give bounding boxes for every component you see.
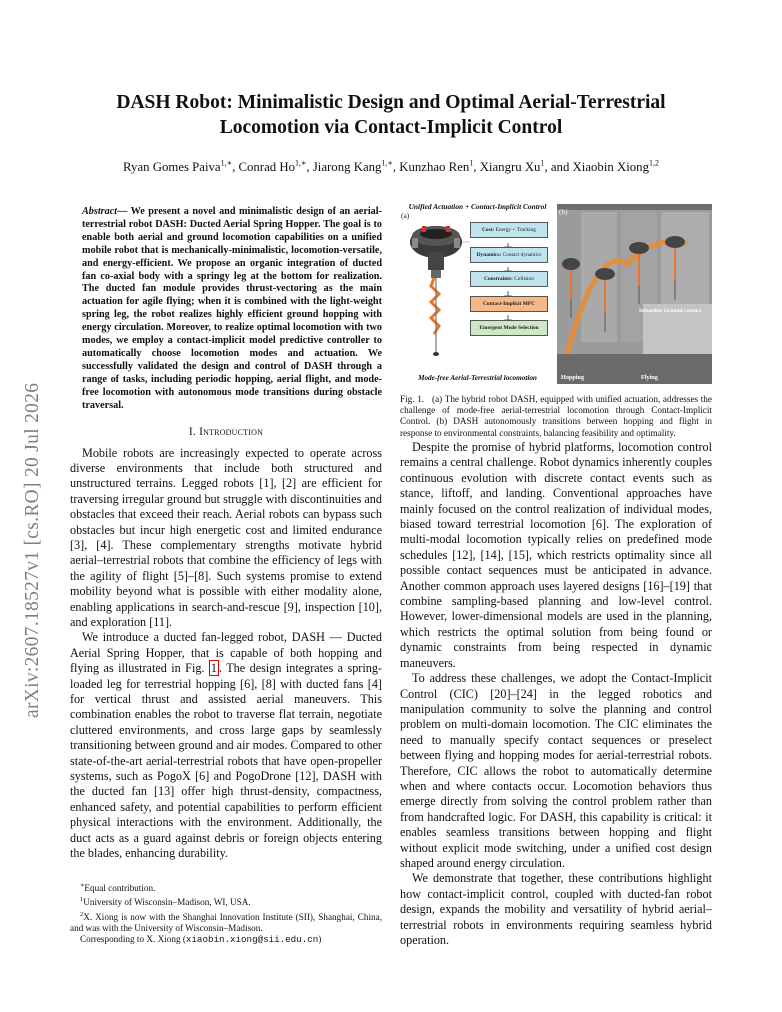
footnote-affiliation-1: $^1$University of Wisconsin–Madison, WI, USA. (80, 896, 251, 908)
author: Jiarong Kang$^{1,∗}$, (312, 159, 400, 175)
author: Conrad $Ho^{1,∗}$, (238, 159, 313, 175)
block-dynamics: Dynamics: Contact dynamics (470, 247, 548, 263)
footnote-equal-contribution: ∗Equal contribution. (80, 882, 156, 894)
figure-1 (400, 202, 712, 384)
figure-1a-panel (400, 202, 555, 384)
label-flying: Flying (641, 374, 658, 381)
figure-1-caption (400, 394, 712, 439)
email-link[interactable]: xiaobin.xiong@sii.edu.cn (185, 934, 319, 945)
figure-1b-drawing (557, 204, 712, 384)
caption-text: (a) The hybrid robot DASH, equipped with unified actuation, addresses the challenge of mode-free aerial-terrestrial locomotion through Contact-Implicit Control. (b) DASH autonomously transitions between hopping and flight in response to environmental constraints, balancing feasibility and optimality. (400, 394, 712, 438)
title-line-2: Locomotion via Contact-Implicit Control (219, 117, 563, 138)
author-list (70, 159, 712, 175)
abstract-text: — We present a novel and minimalistic design of an aerial-terrestrial robot DASH: Ducted Aerial Spring Hopper. The goal is to enable both aerial and ground locomotion capabilities on a unified mobile robot that is mechanically-minimalistic, locomotion-versatile, and energy-efficient. We propose an organic integration of ducted fan co-axial body with a springy leg at the bottom for realization. The ducted fan module provides thrust-vectoring as the main actuation for agile flying; when it is combined with the light-weight spring leg, the robot realizes highly efficient ground hopping with energy circulation. Moreover, to realize optimal locomotion with two modes, we employ a contact-implicit model predictive controller to automatically choose locomotion modes and actuation. We successfully validated the design and control of DASH through a range of tasks, including periodic hopping, aerial flight, and mode-free locomotion with autonomous mode transitions during obstacle traversal. (82, 206, 382, 411)
right-paragraph-2: To address these challenges, we adopt the Contact-Implicit Control (CIC) [20]–[24] in the legged robotics and manipulation community to solve the planning and control problem on multi-domain locomotion. The CIC eliminates the need to manually specify contact sequences or preselect between flying and hopping modes for aerial-terrestrial robots. Therefore, CIC allows the robot to automatically determine when and where contacts occur. Locomotion behaviors thus emerge directly from solving the control problem rather than from handcrafted logic. For DASH, this capability is critical: it enables seamless transitions between hopping and flight without explicit mode switching, under a unified cost design shaped around energy circulation. (400, 671, 712, 870)
figure-1b-photo (557, 204, 712, 384)
intro-paragraph-1: Mobile robots are increasingly expected to operate across diverse environments that include both structured and unstructured terrains. Legged robots [1], [2] are efficient for traversing irregular ground but struggle with discontinuities and obstacles that exceed their reach. Aerial robots can bypass such obstacles but incur high energetic cost and limited endurance [3], [4]. These complementary strengths motivate hybrid aerial–terrestrial robots that combine the efficiency of legs with the agility of flight [5]–[8]. Such systems promise to extend mobility beyond what is possible with either modality alone, enabling applications in search-and-rescue [9], inspection [10], and exploration [11]. (70, 445, 382, 629)
right-paragraph-3: We demonstrate that together, these contributions highlight how contact-implicit control, coupled with ducted-fan robot design, expands the mobility and versatility of hybrid aerial–terrestrial robots in environments requiring seamless hybrid operation. (400, 871, 712, 947)
block-constraints: Constraints: Collision (470, 271, 548, 287)
label-infeasible-ground-contact: Infeasible Ground contact (639, 308, 702, 314)
label-hopping: Hopping (561, 374, 585, 381)
abstract-label: Abstract (82, 206, 118, 217)
caption-label: Fig. 1. (400, 394, 425, 404)
paper-title (70, 90, 712, 140)
author: Ryan Gomes Paiva$^{1,∗}$, (123, 159, 239, 175)
intro-paragraph-2: We introduce a ducted fan-legged robot, DASH — Ducted Aerial Spring Hopper, that is capable of both hopping and flying as illustrated in Fig. 1 . The design integrates a spring-loaded leg for terrestrial hopping [6], [8] with ducted fans [4] for vertical thrust and assisted aerial maneuvers. This combination enables the robot to traverse flat terrain, negotiate cluttered environments, and cross large gaps by seamlessly transitioning between ground and air modes. Compared to other state-of-the-art aerial-terrestrial robots that have open-propeller systems, such as PogoX [6] and PogoDrone [12], DASH with the ducted fan [13] offer high thrust-density, compactness, enhanced safety, and potential capabilities to perform efficient physical interactions with the environment. Additionally, the duct acts as a guard against debris or foreign objects entering the blades, enhancing durability. (70, 630, 382, 861)
figure-1-link[interactable]: 1 (210, 661, 217, 676)
author: Kunzhao Ren$^1$, (399, 159, 480, 175)
block-cost: Cost: Energy + Tracking (470, 222, 548, 238)
title-line-1: DASH Robot: Minimalistic Design and Optimal Aerial-Terrestrial (116, 92, 666, 113)
figure-1a-footer: Mode-free Aerial-Terrestrial locomotion (418, 374, 537, 382)
block-contact-implicit-mpc: Contact-Implicit MPC (470, 296, 548, 312)
right-paragraph-1: Despite the promise of hybrid platforms, locomotion control remains a central challenge. Robot dynamics inherently couples continuous evolution with discrete contact events such as stance, liftoff, and landing. Conventional approaches have mainly focused on the control realization of individual modes, biased toward terrestrial locomotion [6]. The exploration of multi-modal locomotion typically relies on predefined mode schedules [12], [14], [15], which restricts optimality since all possible contact sequences must be anticipated in advance. Another common approach uses layered designs [16]–[19] that combine sampling-based planning and low-level control. However, lower-dimensional models are used in the planning, which restricts the optimal solution from being found or dynamic constraints from being respected in dynamic maneuvers. (400, 440, 712, 670)
arxiv-stamp: arXiv:2607.18527v1 [cs.RO] 20 Jul 2026 (22, 382, 43, 718)
author: Xiangru Xu$^1$, and (479, 159, 573, 175)
block-emergent-mode-selection: Emergent Mode Selection (470, 320, 548, 336)
abstract (82, 206, 382, 413)
figure-1b-tag: (b) (559, 207, 568, 216)
figure-1a-title: Unified Actuation + Contact-Implicit Control (408, 202, 547, 211)
figure-1a-tag: (a) (401, 211, 410, 220)
footnotes (70, 880, 382, 945)
footnote-corresponding: Corresponding to X. Xiong (xiaobin.xiong@sii.edu.cn) (80, 934, 322, 945)
dash-robot-illustration (410, 226, 462, 356)
footnote-affiliation-2: $^2$X. Xiong is now with the Shanghai Innovation Institute (SII), Shanghai, China, and was with the University of Wisconsin–Madison. (70, 910, 382, 933)
left-column (70, 206, 382, 861)
right-column (400, 440, 712, 948)
author: Xiaobin Xiong$^{1,2}$ (572, 159, 659, 175)
section-heading-introduction: I. Introduction (188, 425, 264, 438)
